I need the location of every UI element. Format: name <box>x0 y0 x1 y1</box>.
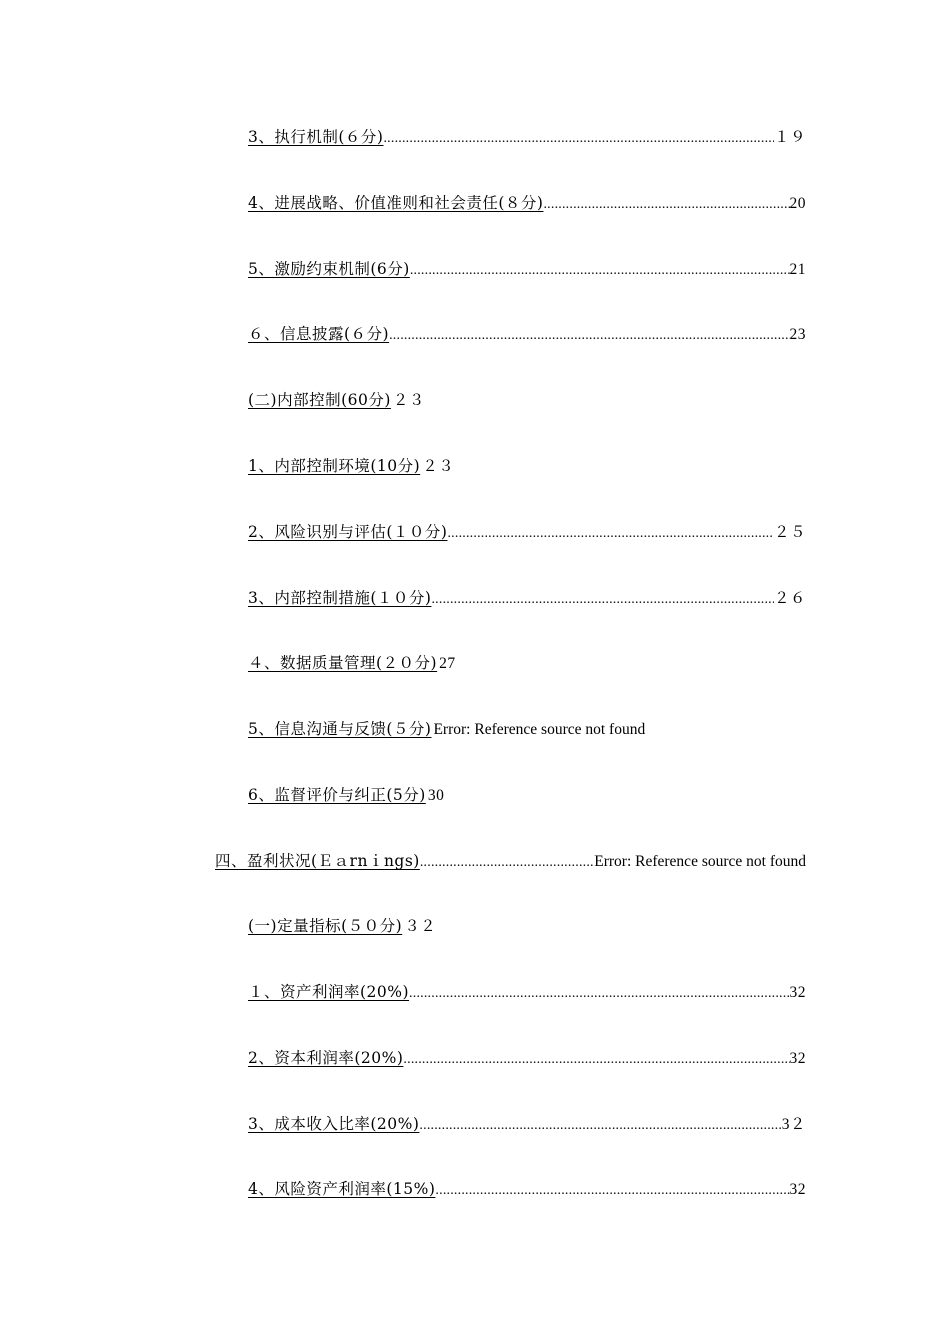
toc-entry-title[interactable]: 5、信息沟通与反馈(５分) <box>248 720 432 738</box>
toc-entry-page-error: Error: Reference source not found <box>594 853 806 870</box>
toc-dot-leader <box>420 852 594 874</box>
toc-entry-page: 30 <box>427 787 445 804</box>
toc-entry-title[interactable]: 1、内部控制环境(10分) <box>248 457 421 475</box>
toc-entry-title[interactable]: 6、监督评价与纠正(5分) <box>248 786 426 804</box>
toc-dot-leader <box>447 523 774 545</box>
toc-entry[interactable] <box>248 192 806 214</box>
toc-entry[interactable] <box>248 652 806 674</box>
toc-dot-leader <box>389 325 789 347</box>
toc-entry-title[interactable]: 4、风险资产利润率(15%) <box>248 1180 436 1198</box>
toc-entry[interactable] <box>248 455 806 477</box>
toc-dot-leader <box>403 1049 789 1071</box>
toc-entry[interactable] <box>248 323 806 345</box>
toc-entry-title[interactable]: 2、风险识别与评估(１０分) <box>248 523 448 541</box>
toc-entry-title[interactable]: １、资产利润率(20%) <box>248 983 410 1001</box>
toc-entry-page: ２６ <box>773 590 806 607</box>
toc-dot-leader <box>410 260 790 282</box>
toc-dot-leader <box>543 194 789 216</box>
toc-dot-leader <box>419 1115 781 1137</box>
toc-entry[interactable] <box>248 1178 806 1200</box>
toc-entry[interactable] <box>248 784 806 806</box>
toc-entry-page: 21 <box>789 261 806 278</box>
toc-entry[interactable] <box>248 389 806 411</box>
toc-entry[interactable] <box>248 587 806 609</box>
toc-entry-page: 20 <box>789 195 806 212</box>
toc-entry-page: ２３ <box>422 458 455 475</box>
toc-entry[interactable] <box>248 718 806 740</box>
toc-entry-page: ２３ <box>392 392 425 409</box>
toc-entry-title[interactable]: 3、成本收入比率(20%) <box>248 1115 420 1133</box>
toc-entry[interactable] <box>248 258 806 280</box>
toc-entry-page: ２５ <box>773 524 806 541</box>
toc-entry[interactable] <box>248 1113 806 1135</box>
toc-entry[interactable] <box>248 981 806 1003</box>
toc-entry-title[interactable]: (一)定量指标(５０分) <box>248 917 403 935</box>
toc-entry-page: 32 <box>789 1181 806 1198</box>
toc-section-title[interactable]: 四、盈利状况(Ｅａrnｉngs) <box>215 852 420 870</box>
toc-entry[interactable] <box>248 915 806 937</box>
toc-dot-leader <box>431 589 774 611</box>
toc-entry-title[interactable]: 5、激励约束机制(6分) <box>248 260 410 278</box>
toc-entry-title[interactable]: 3、内部控制措施(１０分) <box>248 589 432 607</box>
toc-entry-page: 32 <box>789 1050 806 1067</box>
toc-entry[interactable] <box>248 521 806 543</box>
toc-entry-title[interactable]: 4、进展战略、价值准则和社会责任(８分) <box>248 194 544 212</box>
toc-entry-page: １９ <box>773 129 806 146</box>
toc-entry[interactable] <box>248 1047 806 1069</box>
toc-entry-title[interactable]: (二)内部控制(60分) <box>248 391 391 409</box>
toc-entry-title[interactable]: ６、信息披露(６分) <box>248 325 390 343</box>
toc-entry-page: 32 <box>789 984 806 1001</box>
toc-dot-leader <box>383 128 774 150</box>
toc-dot-leader <box>435 1180 789 1202</box>
toc-entry-page: ３２ <box>404 918 437 935</box>
toc-entry-section[interactable] <box>215 850 806 872</box>
toc-entry-page-error: Error: Reference source not found <box>433 721 646 738</box>
toc-entry-page: 27 <box>439 655 456 672</box>
toc-entry-title[interactable]: 3、执行机制(６分) <box>248 128 384 146</box>
toc-dot-leader <box>409 983 789 1005</box>
toc-entry-title[interactable]: 2、资本利润率(20%) <box>248 1049 404 1067</box>
toc-entry-page: 3２ <box>781 1116 806 1133</box>
toc-entry-page: 23 <box>789 326 806 343</box>
toc-entry-title[interactable]: ４、数据质量管理(２０分) <box>248 654 438 672</box>
toc-entry[interactable] <box>248 126 806 148</box>
